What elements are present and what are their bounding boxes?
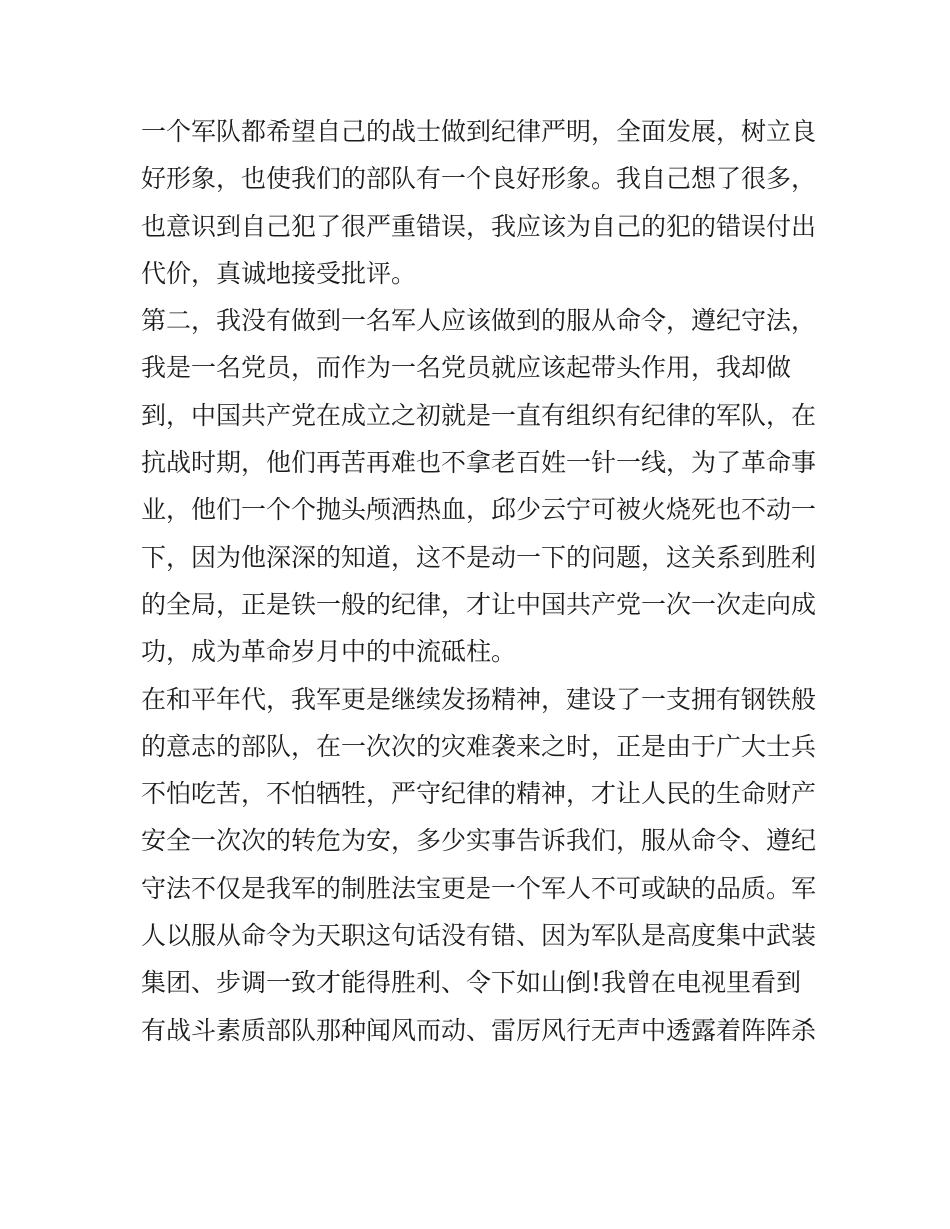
text-line: 我是一名党员，而作为一名党员就应该起带头作用，我却做 [141, 353, 792, 383]
text-line: 的意志的部队，在一次次的灾难袭来之时，正是由于广大士兵 [141, 731, 817, 761]
text-line: 守法不仅是我军的制胜法宝更是一个军人不可或缺的品质。军 [141, 873, 817, 903]
text-line: 功，成为革命岁月中的中流砥柱。 [141, 637, 517, 667]
text-line: 也意识到自己犯了很严重错误，我应该为自己的犯的错误付出 [141, 211, 817, 241]
text-line: 一个军队都希望自己的战士做到纪律严明，全面发展，树立良 [141, 117, 817, 146]
text-line: 的全局，正是铁一般的纪律，才让中国共产党一次一次走向成 [141, 589, 817, 619]
text-line: 有战斗素质部队那种闻风而动、雷厉风行无声中透露着阵阵杀 [141, 1015, 817, 1045]
text-line: 业，他们一个个抛头颅洒热血，邱少云宁可被火烧死也不动一 [141, 495, 817, 525]
body-text [141, 108, 821, 1054]
text-line: 好形象，也使我们的部队有一个良好形象。我自己想了很多， [141, 164, 817, 194]
text-line: 第二，我没有做到一名军人应该做到的服从命令，遵纪守法， [141, 306, 817, 336]
text-line: 在和平年代，我军更是继续发扬精神，建设了一支拥有钢铁般 [141, 684, 817, 714]
text-line: 代价，真诚地接受批评。 [141, 258, 417, 288]
text-line: 下，因为他深深的知道，这不是动一下的问题，这关系到胜利 [141, 542, 817, 572]
text-line: 安全一次次的转危为安，多少实事告诉我们，服从命令、遵纪 [141, 826, 817, 856]
text-line: 不怕吃苦，不怕牺牲，严守纪律的精神，才让人民的生命财产 [141, 779, 817, 809]
text-line: 抗战时期，他们再苦再难也不拿老百姓一针一线，为了革命事 [141, 448, 817, 478]
text-line: 人以服从命令为天职这句话没有错、因为军队是高度集中武装 [141, 921, 817, 951]
text-line: 到，中国共产党在成立之初就是一直有组织有纪律的军队，在 [141, 400, 817, 430]
text-line: 集团、步调一致才能得胜利、令下如山倒!我曾在电视里看到 [141, 968, 802, 998]
